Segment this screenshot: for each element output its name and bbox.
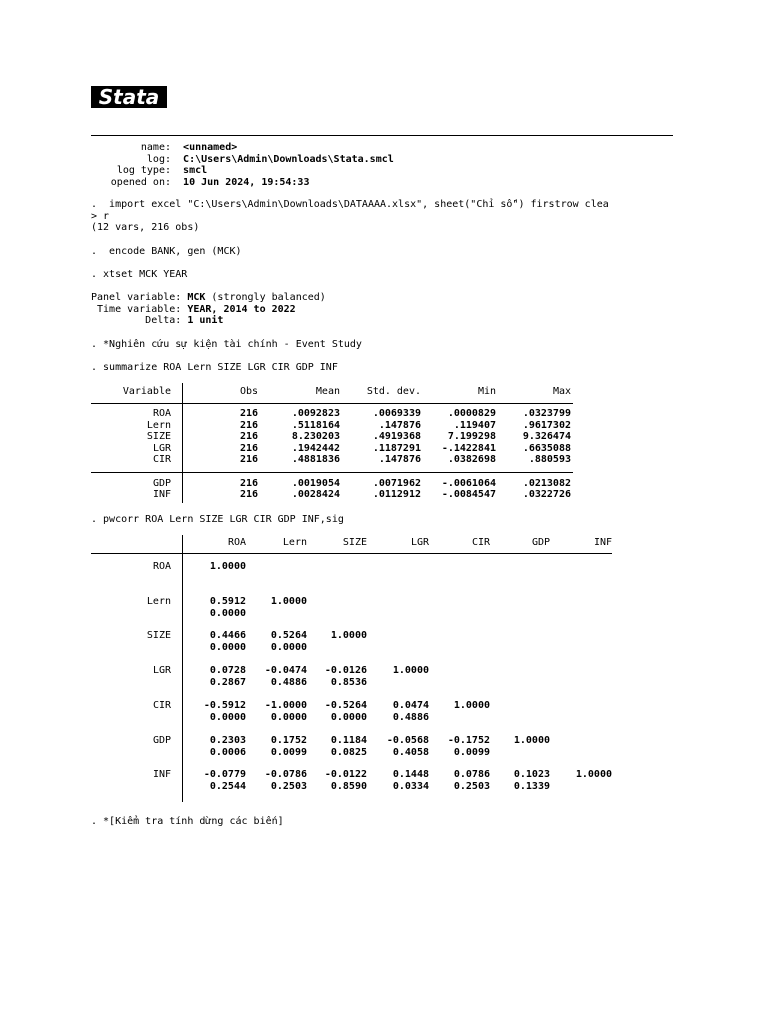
import-result: (12 vars, 216 obs) (91, 222, 200, 233)
summary-mid-rule-left (91, 472, 182, 473)
corr-coefficient: 1.0000 (513, 735, 550, 746)
panel-variable-line (91, 292, 326, 304)
corr-coefficient: 0.1023 (513, 769, 550, 780)
import-command-line1: . import excel "C:\Users\Admin\Downloads\DATAAAA.xlsx", sheet("Chỉ số") firstrow clea (91, 199, 609, 210)
corr-coefficient: -0.0474 (264, 665, 307, 676)
corr-significance: 0.0000 (270, 641, 307, 653)
corr-significance: 0.0825 (330, 746, 367, 758)
corr-significance: 0.0006 (209, 746, 246, 758)
encode-command: . encode BANK, gen (MCK) (91, 245, 242, 257)
corr-coefficient: -0.0126 (324, 665, 367, 676)
summary-header-std-dev-: Std. dev. (366, 385, 421, 397)
corr-significance: 0.1339 (513, 780, 550, 792)
corr-significance: 0.2544 (209, 780, 246, 792)
summary-cell: 216 (239, 431, 258, 442)
event-study-comment: . *Nghiên cứu sự kiện tài chính - Event Study (91, 338, 362, 350)
stationarity-comment: . *[Kiểm tra tính dừng các biến] (91, 816, 284, 827)
opened-label: opened on: (110, 176, 171, 188)
corr-header-gdp: GDP (531, 537, 550, 548)
corr-coefficient: 1.0000 (270, 596, 307, 607)
corr-header-cir: CIR (471, 537, 490, 548)
panel-note: (strongly balanced) (205, 292, 326, 303)
corr-significance: 0.0099 (453, 746, 490, 758)
summary-cell: .0028424 (291, 489, 340, 500)
corr-significance: 0.2503 (453, 780, 490, 792)
summary-row-label: SIZE (146, 431, 171, 442)
summary-cell: .0322726 (522, 489, 571, 500)
corr-coefficient: 0.5912 (209, 596, 246, 607)
corr-header-lern: Lern (282, 537, 307, 548)
summary-row-label: Lern (146, 419, 171, 431)
summary-cell: .1942442 (291, 442, 340, 454)
summary-cell: -.1422841 (441, 442, 496, 454)
summary-cell: .6635088 (522, 442, 571, 454)
summary-cell: 8.230203 (291, 431, 340, 442)
corr-significance: 0.2503 (270, 780, 307, 792)
summary-cell: .880593 (528, 454, 571, 465)
summary-cell: .4881836 (291, 454, 340, 465)
summary-cell: .1187291 (372, 442, 421, 454)
summary-cell: .0323799 (522, 408, 571, 419)
corr-coefficient: -0.5264 (324, 700, 367, 711)
corr-coefficient: 0.4466 (209, 630, 246, 641)
corr-significance: 0.0000 (270, 711, 307, 723)
corr-coefficient: 1.0000 (209, 561, 246, 572)
logtype-label: log type: (116, 165, 171, 176)
corr-significance: 0.4886 (270, 676, 307, 688)
corr-row-label-inf: INF (152, 769, 171, 780)
corr-header-size: SIZE (342, 537, 367, 548)
corr-significance: 0.4886 (392, 711, 429, 723)
summary-row-label: CIR (152, 454, 171, 465)
xtset-command: . xtset MCK YEAR (91, 269, 188, 280)
logtype-value: smcl (183, 165, 208, 176)
corr-significance: 0.8590 (330, 780, 367, 792)
name-label: name: (140, 142, 171, 153)
corr-coefficient: 0.2303 (209, 735, 246, 746)
corr-coefficient: -0.0568 (386, 735, 429, 746)
corr-row-label-size: SIZE (146, 630, 171, 641)
import-command-line2: > r (91, 210, 110, 222)
summary-cell: 216 (239, 489, 258, 500)
corr-significance: 0.4058 (392, 746, 429, 758)
corr-header-roa: ROA (227, 537, 246, 548)
time-value: YEAR, 2014 to 2022 (187, 303, 296, 315)
corr-coefficient: -0.0786 (264, 769, 307, 780)
corr-coefficient: 0.0786 (453, 769, 490, 780)
corr-coefficient: -0.0122 (324, 769, 367, 780)
summary-cell: 216 (239, 454, 258, 465)
corr-coefficient: 0.1184 (330, 735, 367, 746)
summary-cell: .0000829 (447, 408, 496, 419)
corr-coefficient: -0.0779 (203, 769, 246, 780)
time-variable-line (91, 304, 296, 316)
summary-header-max: Max (552, 385, 571, 397)
summary-header-obs: Obs (239, 385, 258, 397)
summary-cell: 7.199298 (447, 431, 496, 442)
corr-header-rule-left (91, 553, 182, 554)
corr-significance: 0.0334 (392, 780, 429, 792)
summary-cell: -.0061064 (441, 477, 496, 489)
corr-row-label-roa: ROA (152, 561, 171, 572)
summarize-command: . summarize ROA Lern SIZE LGR CIR GDP INF (91, 362, 338, 373)
summary-cell: .0019054 (291, 477, 340, 489)
delta-line (91, 315, 223, 327)
log-name-line (91, 142, 237, 154)
summary-cell: .0112912 (372, 489, 421, 500)
corr-significance: 0.0000 (209, 711, 246, 723)
summary-cell: .0069339 (372, 408, 421, 419)
corr-significance: 0.8536 (330, 676, 367, 688)
summary-cell: -.0084547 (441, 489, 496, 500)
summary-cell: 216 (239, 419, 258, 431)
summary-cell: .4919368 (372, 431, 421, 442)
summary-cell: .0071962 (372, 477, 421, 489)
log-type-line (91, 165, 207, 177)
corr-significance: 0.0099 (270, 746, 307, 758)
delta-label: Delta: (91, 315, 188, 326)
summary-cell: 216 (239, 408, 258, 419)
summary-header-rule-left (91, 403, 182, 404)
corr-coefficient: 0.1752 (270, 735, 307, 746)
summary-cell: .5118164 (291, 419, 340, 431)
summary-cell: 216 (239, 442, 258, 454)
log-opened-line (91, 177, 309, 189)
corr-coefficient: 0.1448 (392, 769, 429, 780)
pwcorr-command: . pwcorr ROA Lern SIZE LGR CIR GDP INF,sig (91, 514, 344, 525)
summary-header-min: Min (477, 385, 496, 397)
summary-header-rule-right (182, 403, 573, 404)
corr-header-inf: INF (593, 537, 612, 548)
corr-row-label-gdp: GDP (152, 735, 171, 746)
corr-significance: 0.0000 (330, 711, 367, 723)
delta-value: 1 unit (187, 315, 224, 326)
corr-header-rule-right (182, 553, 612, 554)
summary-header-variable: Variable (122, 385, 171, 397)
panel-label: Panel variable: (91, 292, 188, 303)
summary-mid-rule-right (182, 472, 573, 473)
summary-cell: 216 (239, 477, 258, 489)
opened-value: 10 Jun 2024, 19:54:33 (183, 176, 310, 188)
summary-row-label: INF (152, 489, 171, 500)
name-value: <unnamed> (183, 142, 238, 153)
corr-coefficient: -0.1752 (447, 735, 490, 746)
log-label: log: (146, 153, 171, 165)
corr-coefficient: -0.5912 (203, 700, 246, 711)
summary-cell: .147876 (378, 454, 421, 465)
corr-row-label-cir: CIR (152, 700, 171, 711)
corr-coefficient: 1.0000 (575, 769, 612, 780)
summary-cell: .0092823 (291, 408, 340, 419)
summary-header-mean: Mean (315, 385, 340, 397)
stata-logo: Stata (91, 86, 167, 108)
corr-header-lgr: LGR (410, 537, 429, 548)
summary-row-label: ROA (152, 408, 171, 419)
summary-cell: .119407 (453, 419, 496, 431)
summary-row-label: LGR (152, 442, 171, 454)
summary-cell: .147876 (378, 419, 421, 431)
corr-row-label-lern: Lern (146, 596, 171, 607)
corr-coefficient: 0.5264 (270, 630, 307, 641)
summary-row-label: GDP (152, 477, 171, 489)
summary-cell: .9617302 (522, 419, 571, 431)
corr-coefficient: 0.0474 (392, 700, 429, 711)
corr-coefficient: 1.0000 (453, 700, 490, 711)
log-path-line (91, 154, 394, 166)
summary-cell: .0382698 (447, 454, 496, 465)
panel-value: MCK (187, 292, 206, 303)
corr-significance: 0.0000 (209, 641, 246, 653)
summary-cell: .0213082 (522, 477, 571, 489)
corr-row-label-lgr: LGR (152, 665, 171, 676)
corr-coefficient: 1.0000 (330, 630, 367, 641)
log-value: C:\Users\Admin\Downloads\Stata.smcl (183, 153, 394, 165)
time-label: Time variable: (91, 303, 188, 315)
corr-coefficient: 0.0728 (209, 665, 246, 676)
summary-cell: 9.326474 (522, 431, 571, 442)
corr-significance: 0.0000 (209, 607, 246, 619)
corr-significance: 0.2867 (209, 676, 246, 688)
corr-coefficient: 1.0000 (392, 665, 429, 676)
corr-coefficient: -1.0000 (264, 700, 307, 711)
header-rule (91, 135, 673, 136)
